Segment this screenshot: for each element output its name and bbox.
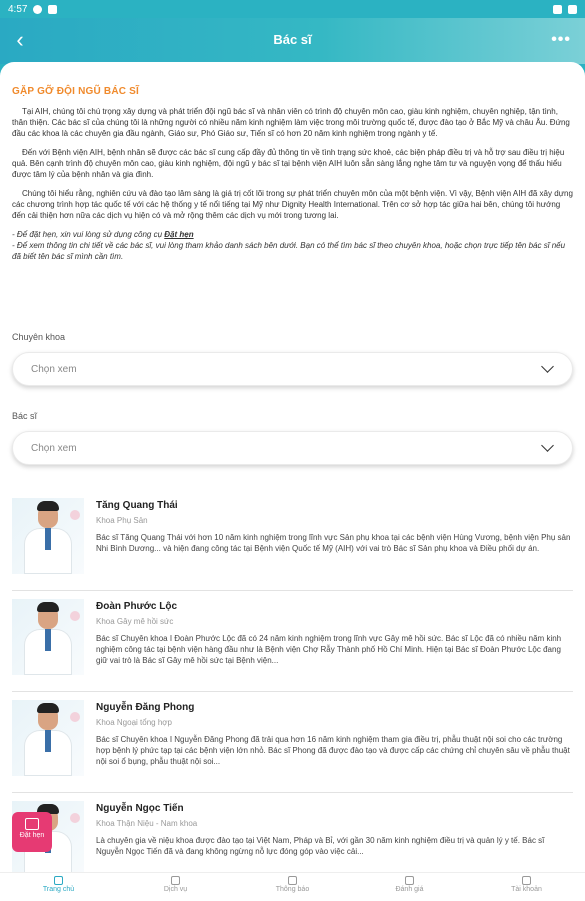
doctor-specialty: Khoa Ngoại tổng hợp — [96, 718, 172, 727]
intro-paragraph: Tại AIH, chúng tôi chú trọng xây dựng và phát triển đội ngũ bác sĩ và nhân viên có trình độ chuyên môn cao, giàu kinh nghiệm, chuyên nghiệp, tận tình, thân thiện. Các bác sĩ của chúng tôi là những người có nhiều năm kinh nghiệm làm việc trong môi trường quốc tế, được đào tạo ở Bắc Mỹ và châu Âu. Đứng đầu các khoa là các chuyên gia đầu ngành, Giáo sư, Phó Giáo sư, Tiến sĩ có hơn 20 năm kinh nghiệm trong ngành y tế. — [12, 107, 570, 138]
doctor-select[interactable] — [12, 431, 573, 465]
intro-paragraph: Chúng tôi hiểu rằng, nghiên cứu và đào tạo lâm sàng là giá trị cốt lõi trong sự phát triển chuyên môn của một bệnh viện. Vì vậy, Bệnh viện AIH đã xây dựng các chương trình hợp tác quốc tế với các hệ thống y tế nổi tiếng tại Mỹ như Dignity Health International. Trên cơ sở hợp tác giữa hai bên, chúng tôi hướng đến cải thiện hơn nữa các dịch vụ hiện có và mở rộng thêm các dịch vụ mới trong tương lai. — [12, 189, 573, 220]
doctor-name: Nguyễn Ngọc Tiến — [96, 803, 184, 814]
notification-icon — [33, 5, 42, 14]
doctor-photo — [12, 700, 84, 776]
intro-notes — [12, 229, 574, 262]
nav-label: Tài khoản — [511, 886, 542, 893]
booking-link[interactable]: Đặt hẹn — [164, 230, 194, 239]
bottom-nav — [0, 872, 585, 901]
more-button[interactable] — [551, 31, 571, 49]
doctor-specialty: Khoa Gây mê hồi sức — [96, 617, 174, 626]
chevron-down-icon — [541, 360, 554, 373]
booking-fab[interactable] — [12, 812, 52, 852]
doctor-name: Tăng Quang Thái — [96, 500, 178, 511]
doctor-card[interactable] — [12, 793, 573, 872]
booking-note-text: - Để đặt hẹn, xin vui lòng sử dụng công cụ — [12, 230, 165, 239]
user-icon — [522, 876, 531, 885]
specialty-placeholder: Chọn xem — [31, 364, 77, 375]
battery-icon — [568, 5, 577, 14]
nav-notifications[interactable] — [234, 873, 351, 901]
intro-paragraph: Đến với Bệnh viện AIH, bệnh nhân sẽ được các bác sĩ cung cấp đầy đủ thông tin về tình trạng sức khoẻ, các biện pháp điều trị và hỗ trợ sau điều trị hiệu quả. Bên cạnh trình độ chuyên môn cao, giàu kinh nghiệm, đội ngũ y bác sĩ tại bệnh viện AIH luôn sẵn sàng lắng nghe tâm tư và nguyện vọng để thấu hiểu được tâm lý của bệnh nhân và gia đình. — [12, 148, 565, 179]
bell-icon — [288, 876, 297, 885]
calendar-icon — [25, 818, 39, 830]
specialty-select[interactable] — [12, 352, 573, 386]
doctor-specialty: Khoa Phụ Sản — [96, 516, 148, 525]
nav-account[interactable] — [468, 873, 585, 901]
doctor-label: Bác sĩ — [12, 411, 38, 421]
doctor-description: Bác sĩ Chuyên khoa I Đoàn Phước Lộc đã có 24 năm kinh nghiệm trong lĩnh vực Gây mê hồi sức. Bác sĩ Lộc đã có nhiều năm kinh nghiệm công tác tại bệnh viện hàng đầu như là Bệnh viện Chợ Rẫy Thành phố Hồ Chí Minh. Hiện tại Bác sĩ Đoàn Phước Lộc đang giữ vai trò là Bác sĩ Gây mê hồi sức tại Bệnh viện... — [96, 634, 562, 665]
content-sheet[interactable] — [0, 62, 585, 872]
doctor-name: Nguyễn Đăng Phong — [96, 702, 195, 713]
status-bar — [0, 0, 585, 18]
status-time: 4:57 — [8, 3, 28, 15]
nav-label: Thông báo — [275, 886, 310, 893]
star-icon — [405, 876, 414, 885]
booking-note — [12, 229, 574, 240]
page-title: Bác sĩ — [273, 32, 312, 47]
chevron-down-icon — [541, 439, 554, 452]
doctor-specialty: Khoa Thận Niệu - Nam khoa — [96, 819, 198, 828]
nav-services[interactable] — [117, 873, 234, 901]
nav-label: Dịch vụ — [163, 886, 188, 893]
booking-fab-label: Đặt hẹn — [19, 832, 45, 839]
doctor-photo — [12, 498, 84, 574]
doctor-list-note: - Để xem thông tin chi tiết về các bác sĩ, vui lòng tham khảo danh sách bên dưới. Bạn có thể tìm bác sĩ theo chuyên khoa, hoặc chọn trực tiếp tên bác sĩ nếu đã biết tên bác sĩ mình cần tìm. — [12, 241, 566, 261]
app-bar — [0, 18, 585, 64]
chevron-left-icon: ‹ — [16, 27, 24, 52]
doctor-card[interactable] — [12, 692, 573, 793]
nav-label: Trang chủ — [42, 886, 75, 893]
doctor-name: Đoàn Phước Lộc — [96, 601, 178, 612]
wifi-icon — [553, 5, 562, 14]
more-dots-icon: ••• — [551, 31, 571, 48]
nav-home[interactable] — [0, 873, 117, 901]
doctor-description: Bác sĩ Chuyên khoa I Nguyễn Đăng Phong đã trải qua hơn 16 năm kinh nghiệm tham gia điều trị, phẫu thuật nội soi cho các trường hợp bệnh lý phức tạp tại các bệnh viện lớn nhỏ. Bác sĩ Phong đã được đào tạo và được cấp các chứng chỉ chuyên sâu về phẫu thuật nội soi ổ bụng, phẫu thuật nội soi... — [96, 735, 570, 766]
doctor-list — [12, 490, 573, 872]
sim-icon — [48, 5, 57, 14]
specialty-label: Chuyên khoa — [12, 332, 66, 342]
intro-text — [12, 106, 574, 262]
doctor-card[interactable] — [12, 591, 573, 692]
section-title: GẶP GỠ ĐỘI NGŨ BÁC SĨ — [12, 86, 140, 97]
doctor-card[interactable] — [12, 490, 573, 591]
doctor-description: Bác sĩ Tăng Quang Thái với hơn 10 năm kinh nghiệm trong lĩnh vực Sản phụ khoa tại các bệnh viện Hùng Vương, bệnh viện Phụ sản Nhi Bình Dương... và hiện đang công tác tại Bệnh viện Quốc tế Mỹ (AIH) với vai trò Bác sĩ Sản phụ khoa và Điều phối dự án. — [96, 533, 571, 553]
doctor-placeholder: Chọn xem — [31, 443, 77, 454]
nav-label: Đánh giá — [395, 886, 424, 893]
nav-reviews[interactable] — [351, 873, 468, 901]
grid-icon — [171, 876, 180, 885]
doctor-description: Là chuyên gia về niệu khoa được đào tạo tại Việt Nam, Pháp và Bỉ, với gần 30 năm kinh nghiệm điều trị và quản lý y tế. Bác sĩ Nguyễn Ngọc Tiến đã và đang không ngừng nỗ lực đóng góp vào việc cải... — [96, 836, 545, 856]
doctor-photo — [12, 599, 84, 675]
home-icon — [54, 876, 63, 885]
